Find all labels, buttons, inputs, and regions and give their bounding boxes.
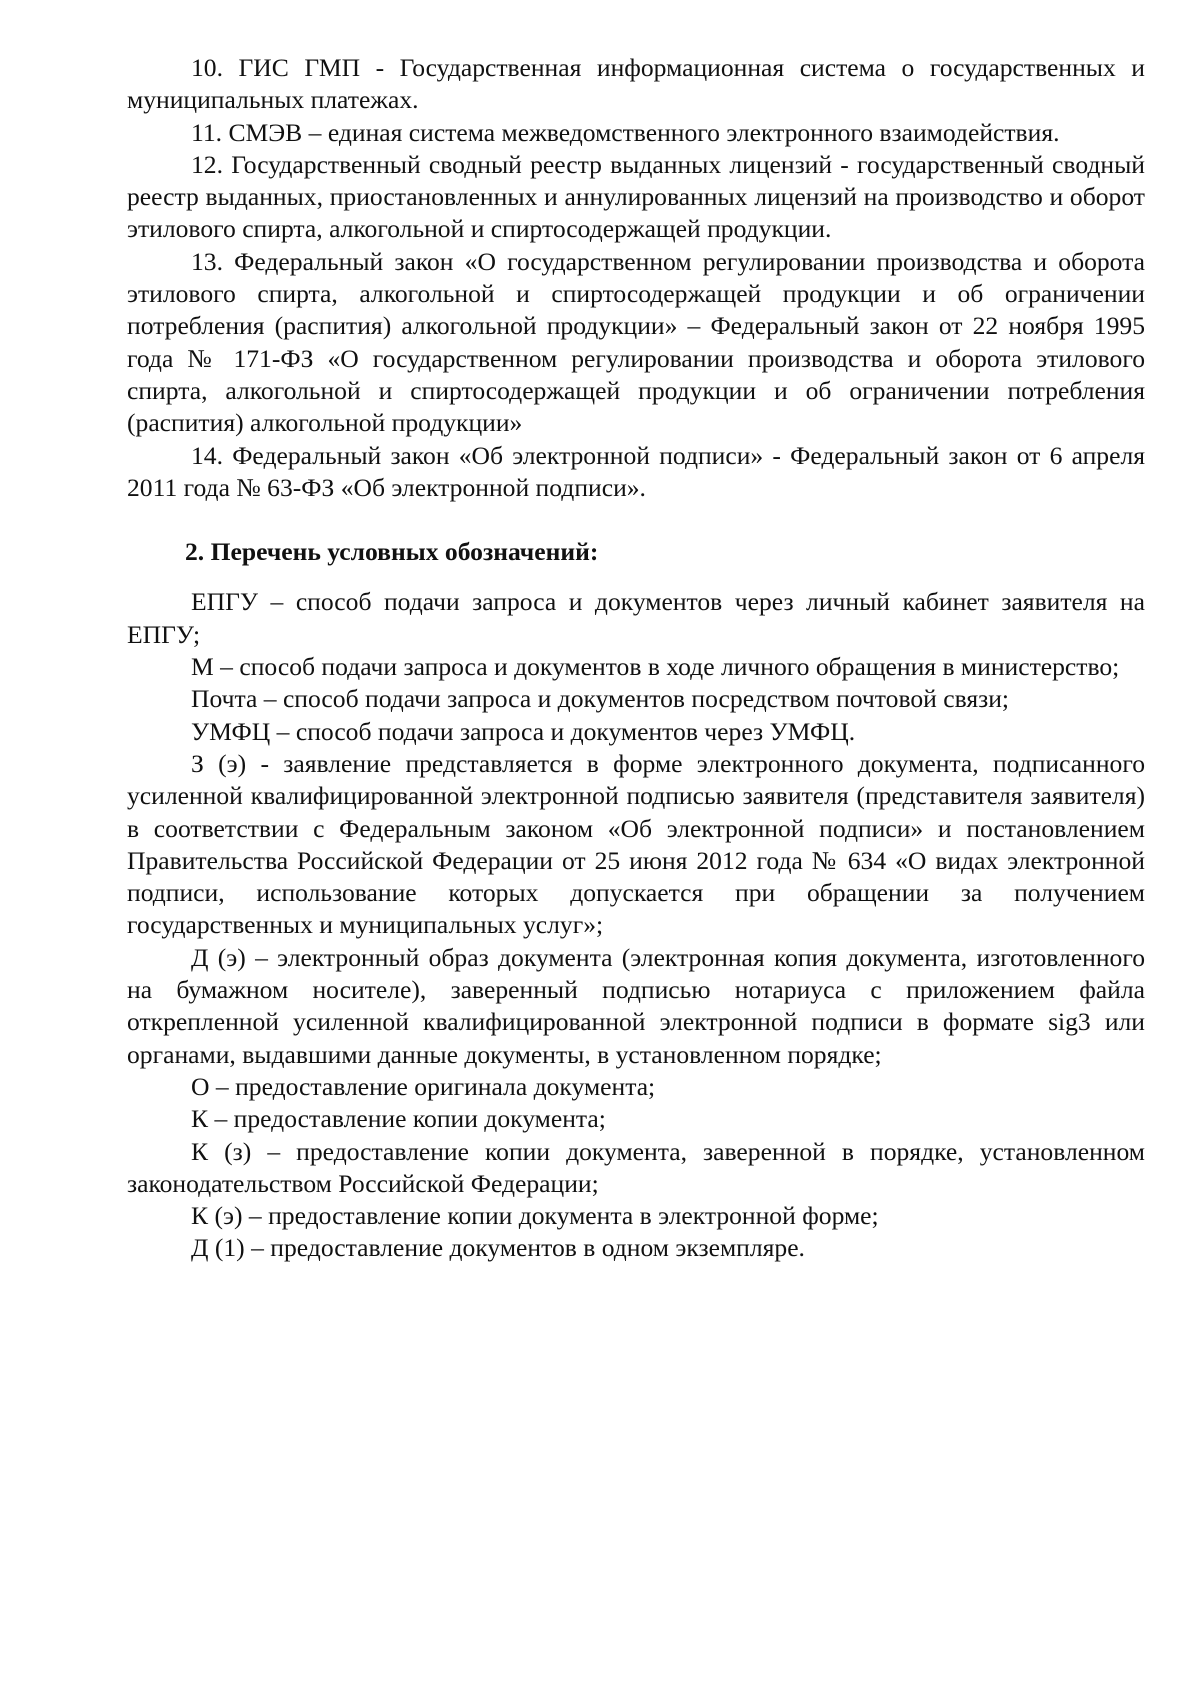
abbreviation-item: О – предоставление оригинала документа; (191, 1071, 656, 1101)
abbreviation-item: Д (э) – электронный образ документа (электронная копия документа, изготовленного на бумажном носителе), заверенный подписью нотариуса с приложением файла открепленной усиленной квалифицированной электронной подписи в формате sig3 или органами, выдавшими данные документы, в установленном порядке; (127, 942, 1145, 1069)
definition-item: 10. ГИС ГМП - Государственная информационная система о государственных и муниципальных платежах. (127, 53, 1145, 115)
document-body (127, 52, 1145, 1265)
abbreviation-item: К – предоставление копии документа; (191, 1104, 606, 1134)
abbreviations-list (127, 586, 1145, 1264)
definition-item: 12. Государственный сводный реестр выданных лицензий - государственный сводный реестр выданных, приостановленных и аннулированных лицензий на производство и оборот этилового спирта, алкогольной и спиртосодержащей продукции. (127, 149, 1145, 244)
abbreviation-item: УМФЦ – способ подачи запроса и документов через УМФЦ. (191, 716, 856, 746)
section-heading: 2. Перечень условных обозначений: (185, 537, 599, 567)
definition-item: 11. СМЭВ – единая система межведомственного электронного взаимодействия. (191, 117, 1060, 147)
abbreviation-item: ЕПГУ – способ подачи запроса и документов через личный кабинет заявителя на ЕПГУ; (127, 587, 1145, 649)
abbreviation-item: М – способ подачи запроса и документов в ходе личного обращения в министерство; (191, 652, 1120, 682)
abbreviation-item: З (э) - заявление представляется в форме электронного документа, подписанного усиленной квалифицированной электронной подписью заявителя (представителя заявителя) в соответствии с Федеральным законом «Об электронной подписи» и постановлением Правительства Российской Федерации от 25 июня 2012 года № 634 «О видах электронной подписи, использование которых допускается при обращении за получением государственных и муниципальных услуг»; (127, 748, 1145, 940)
definitions-list (127, 52, 1145, 504)
definition-item: 13. Федеральный закон «О государственном регулировании производства и оборота этилового спирта, алкогольной и спиртосодержащей продукции и об ограничении потребления (распития) алкогольной продукции» – Федеральный закон от 22 ноября 1995 года № 171-ФЗ «О государственном регулировании производства и оборота этилового спирта, алкогольной и спиртосодержащей продукции и об ограничении потребления (распития) алкогольной продукции» (127, 246, 1145, 438)
abbreviation-item: Почта – способ подачи запроса и документов посредством почтовой связи; (191, 684, 1010, 714)
abbreviation-item: К (э) – предоставление копии документа в электронной форме; (191, 1201, 879, 1231)
section-spacer (127, 504, 1145, 536)
definition-item: 14. Федеральный закон «Об электронной подписи» - Федеральный закон от 6 апреля 2011 года № 63-ФЗ «Об электронной подписи». (127, 440, 1145, 502)
abbreviation-item: Д (1) – предоставление документов в одном экземпляре. (191, 1233, 805, 1263)
abbreviation-item: К (з) – предоставление копии документа, заверенной в порядке, установленном законодательством Российской Федерации; (127, 1136, 1145, 1198)
